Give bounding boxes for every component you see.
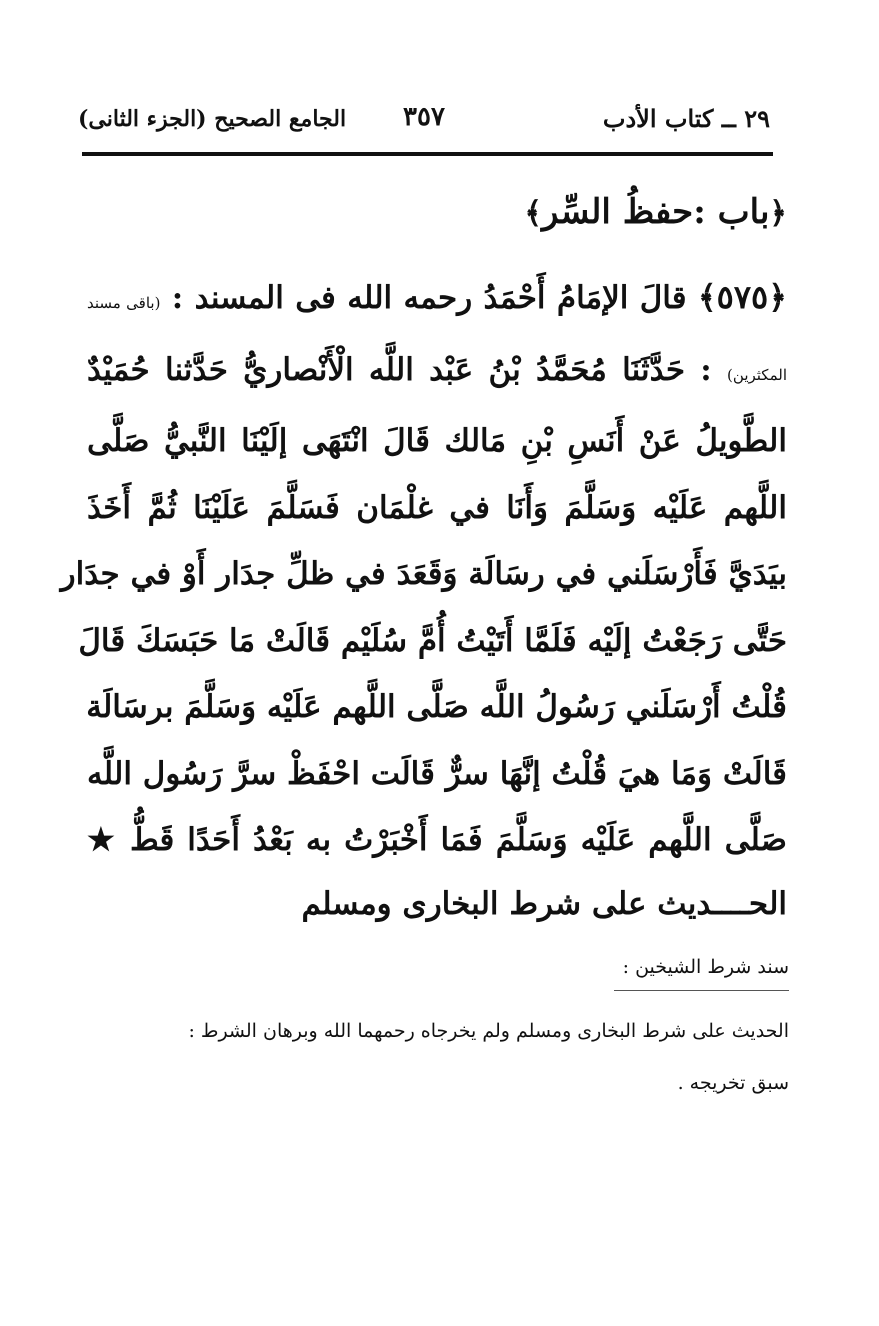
- hadith-line-6: قُلْتُ أَرْسَلَني رَسُولُ اللَّه صَلَّى اللَّهم عَلَيْه وَسَلَّمَ برسَالَة: [86, 689, 787, 725]
- ornate-bracket-open: ﴿: [769, 196, 787, 231]
- chapter-heading: ٢٩ ــ كتاب الأدب: [602, 104, 770, 133]
- hadith-intro: قالَ الإمَامُ أَحْمَدُ رحمه الله فى المسند :: [171, 280, 687, 316]
- note-line-2: سبق تخريجه .: [677, 1072, 789, 1094]
- header-rule: [82, 152, 773, 156]
- chapter-title-text: باب :حفظُ السِّر: [541, 192, 770, 232]
- hadith-number: ٥٧٥: [716, 278, 769, 316]
- hadith-text: [60, 264, 787, 874]
- note-line-1: الحديث على شرط البخارى ومسلم ولم يخرجاه رحمهما الله وبرهان الشرط :: [188, 1020, 789, 1042]
- hadith-number-close: ﴾: [697, 278, 717, 316]
- running-header: [78, 98, 770, 148]
- hadith-line-8: صَلَّى اللَّهم عَلَيْه وَسَلَّمَ فَمَا أَخْبَرْتُ به بَعْدُ أَحَدًا قَطُّ ★: [87, 822, 787, 858]
- hadith-line-5: حَتَّى رَجَعْتُ إلَيْه فَلَمَّا أَتَيْتُ أُمَّ سُلَيْم قَالَتْ مَا حَبَسَكَ قَالَ: [78, 622, 787, 659]
- section-note: [89, 1005, 789, 1109]
- source-note: (باقى مسند: [87, 294, 161, 312]
- ornate-bracket-close: ﴾: [524, 196, 542, 231]
- hadith-line-2: الطَّويلُ عَنْ أَنَسِ بْنِ مَالك قَالَ انْتَهَى إلَيْنَا النَّبيُّ صَلَّى: [87, 423, 787, 459]
- page-number: ٣٥٧: [403, 102, 445, 132]
- section-underline: [614, 990, 789, 991]
- hadith-line: [87, 337, 787, 409]
- hadith-line-4: بيَدَيَّ فَأَرْسَلَني في رسَالَة وَقَعَدَ في ظلِّ جدَار أَوْ في جدَار: [60, 556, 787, 592]
- book-title: الجامع الصحيح (الجزء الثانى): [78, 106, 347, 132]
- hadith-line: [87, 264, 787, 337]
- section-heading: سند شرط الشيخين :: [622, 956, 789, 978]
- hadith-line-3: اللَّهم عَلَيْه وَسَلَّمَ وَأَنَا في غلْمَان فَسَلَّمَ عَلَيْنَا ثُمَّ أَخَذَ: [87, 489, 787, 526]
- hadith-verdict: الحــــديث على شرط البخارى ومسلم: [301, 886, 787, 922]
- source-note-cont: المكثرين): [727, 365, 787, 384]
- hadith-number-open: ﴿: [768, 278, 787, 316]
- hadith-line-1: : حَدَّثَنَا مُحَمَّدُ بْنُ عَبْد اللَّه الْأَنْصاريُّ حَدَّثنا حُمَيْدٌ: [87, 351, 712, 388]
- chapter-title: [524, 192, 787, 232]
- hadith-line-7: قَالَتْ وَمَا هيَ قُلْتُ إنَّهَا سرٌّ قَالَت احْفَظْ سرَّ رَسُول اللَّه: [87, 755, 787, 792]
